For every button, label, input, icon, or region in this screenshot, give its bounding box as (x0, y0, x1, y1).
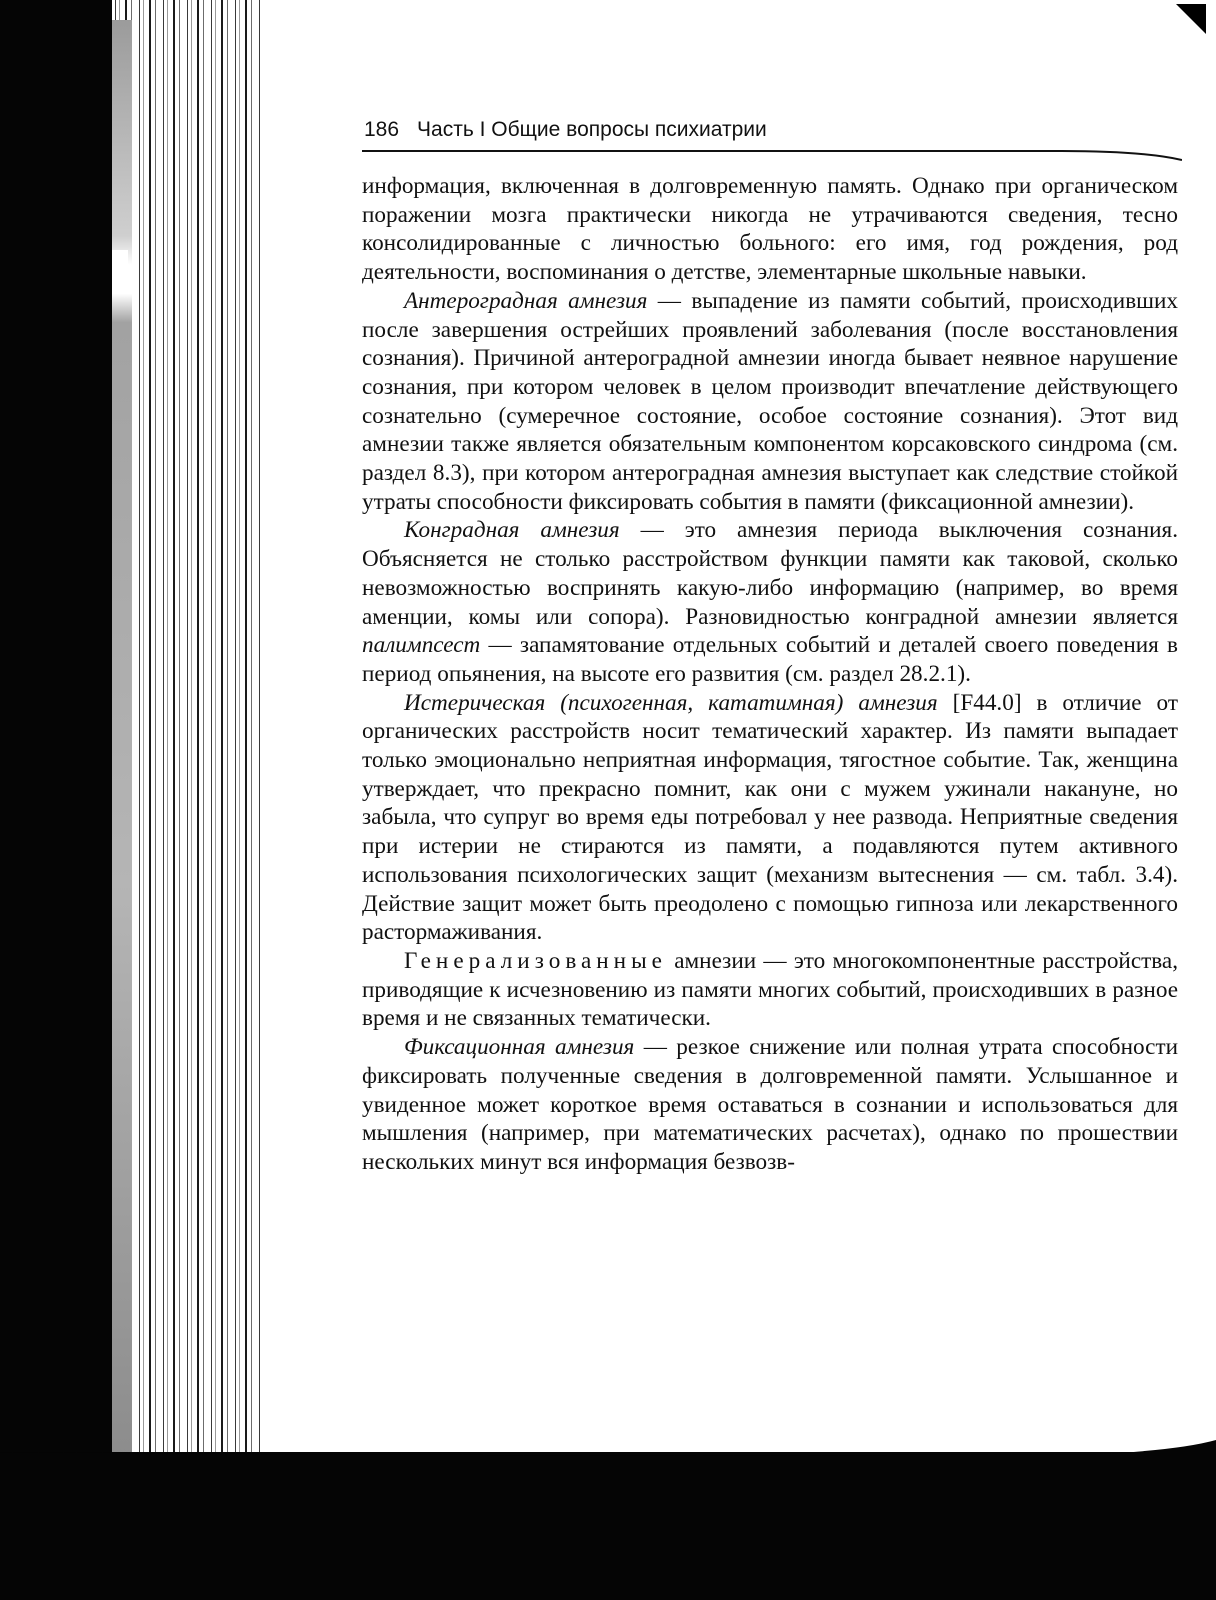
book-spine-edge (0, 0, 262, 1600)
paragraph-text: амнезии — это многокомпонентные расстройства, приводящие к исчезновению из памяти многих событий, происходивших в разное время и не связанных тематически. (362, 947, 1178, 1032)
term-palimpsest: палимпсест (362, 632, 481, 659)
paragraph-continuation (362, 172, 1178, 287)
paragraph-text: информация, включенная в долговременную память. Однако при органическом поражении мозга практически никогда не утрачиваются сведения, тесно консолидированные с личностью больного: его имя, год рождения, род деятельности, воспоминания о детстве, элементарные школьные навыки. (362, 173, 1178, 286)
paragraph-text: — запамятование отдельных событий и деталей своего поведения в период опьянения, на высоте его развития (см. раздел 28.2.1). (362, 632, 1178, 687)
paragraph-text: — это амнезия периода выключения сознания. Объясняется не столько расстройством функции памяти как таковой, сколько невозможностью воспринять какую-либо информацию (например, во время аменции, комы или сопора). Разновидностью конградной амнезии является (362, 517, 1178, 630)
header-rule (362, 148, 1182, 164)
scan-shadow-left (0, 0, 118, 1600)
page-edges-stack (112, 0, 262, 1600)
term-hysterical-amnesia: Истерическая (психогенная, кататимная) амнезия (404, 689, 938, 716)
paragraph-congrade-amnesia (362, 516, 1178, 688)
paragraph-hysterical-amnesia (362, 689, 1178, 947)
page-number: 186 (364, 118, 400, 141)
paragraph-anterograde-amnesia (362, 287, 1178, 517)
term-fixation-amnesia: Фиксационная амнезия (404, 1034, 635, 1061)
term-generalized: Генерализованные (404, 947, 667, 974)
paragraph-text: [F44.0] в отличие от органических расстройств носит тематический характер. Из памяти выпадает только эмоционально неприятная информация, тягостное событие. Так, женщина утверждает, что прекрасно помнит, как они с мужем ужинали накануне, но забыла, что супруг во время еды потребовал у нее развода. Неприятные сведения при истерии не стираются из памяти, а подавляются путем активного использования психологических защит (механизм вытеснения — см. табл. 3.4). Действие защит может быть преодолено с помощью гипноза или лекарственного растормаживания. (362, 689, 1178, 946)
paragraph-generalized-amnesia (362, 947, 1178, 1033)
page-body (362, 172, 1178, 1177)
page-header (364, 118, 1184, 152)
term-congrade-amnesia: Конградная амнезия (404, 517, 620, 544)
page-edge-notch (112, 250, 128, 278)
page-edge-grey-strip (112, 20, 132, 1460)
paragraph-fixation-amnesia (362, 1033, 1178, 1177)
corner-fold-mark (1176, 4, 1206, 34)
paragraph-text: — выпадение из памяти событий, происходивших после завершения острейших проявлений заболевания (после восстановления сознания). Причиной антероградной амнезии иногда бывает неявное нарушение сознания, при котором человек в целом производит впечатление действующего сознательно (сумеречное состояние, особое состояние сознания). Этот вид амнезии также является обязательным компонентом корсаковского синдрома (см. раздел 8.3), при котором антероградная амнезия выступает как следствие стойкой утраты способности фиксировать события в памяти (фиксационной амнезии). (362, 287, 1179, 515)
page-bottom-curve (0, 1440, 1216, 1480)
term-anterograde-amnesia: Антероградная амнезия (404, 287, 648, 314)
paragraph-text: — резкое снижение или полная утрата способности фиксировать полученные сведения в долговременной памяти. Услышанное и увиденное может короткое время оставаться в сознании и использоваться для мышления (например, при математических расчетах), однако по прошествии нескольких минут вся информация безвозв- (362, 1034, 1179, 1175)
running-title: Часть I Общие вопросы психиатрии (417, 118, 767, 141)
